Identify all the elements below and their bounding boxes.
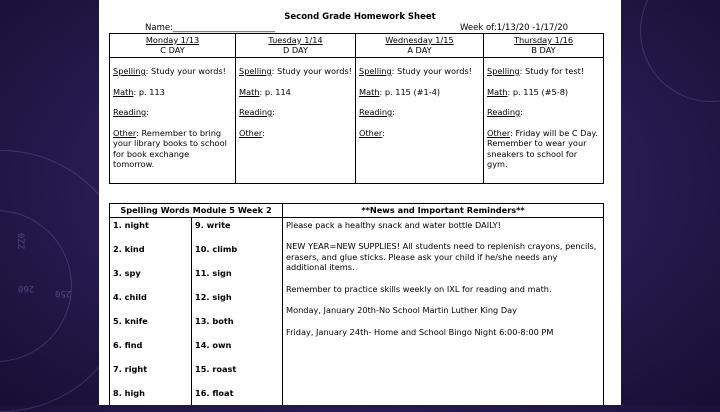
spelling-word: 9. write xyxy=(192,217,283,242)
spelling-word: 10. climb xyxy=(192,242,283,266)
news-item: Monday, January 20th-No School Martin Luther King Day xyxy=(286,305,517,315)
background-dial-number: 260 xyxy=(18,283,35,293)
homework-sheet xyxy=(99,0,621,405)
spelling-word: 13. both xyxy=(192,314,283,338)
daily-homework-table xyxy=(109,33,604,184)
monday-assignments: Spelling: Study your words! Math: p. 113 Reading: Other: Remember to bring your library books to school for book exchange tomorrow. xyxy=(110,58,236,184)
sheet-title: Second Grade Homework Sheet xyxy=(284,12,436,22)
news-item: Friday, January 24th- Home and School Bingo Night 6:00-8:00 PM xyxy=(286,326,554,337)
spelling-word: 11. sign xyxy=(192,266,283,290)
news-item: NEW YEAR=NEW SUPPLIES! All students need to replenish crayons, pencils, erasers, and glue sticks. Please ask your child if he/she needs any additional items. xyxy=(286,241,597,272)
day-header-wednesday: Wednesday 1/15 A DAY xyxy=(356,34,484,58)
background-ring-right xyxy=(640,0,720,102)
thursday-assignments: Spelling: Study for test! Math: p. 115 (#5-8) Reading: Other: Friday will be C Day. Remember to wear your sneakers to school for gym. xyxy=(484,58,604,184)
spelling-word: 8. high xyxy=(110,386,192,406)
spelling-word: 4. child xyxy=(110,290,192,314)
day-header-tuesday: Tuesday 1/14 D DAY xyxy=(236,34,356,58)
spelling-word: 2. kind xyxy=(110,242,192,266)
words-and-news-table xyxy=(109,203,604,405)
day-assignments-row xyxy=(110,58,604,184)
spelling-word: 16. float xyxy=(192,386,283,406)
student-name-field: Name:________________________ xyxy=(145,23,275,33)
background-dial-number: 250 xyxy=(55,288,72,298)
day-header-monday: Monday 1/13 C DAY xyxy=(110,34,236,58)
tuesday-assignments: Spelling: Study your words! Math: p. 114 Reading: Other: xyxy=(236,58,356,184)
news-list xyxy=(283,217,604,405)
day-header-thursday: Thursday 1/16 B DAY xyxy=(484,34,604,58)
spelling-word: 6. find xyxy=(110,338,192,362)
spelling-word: 5. knife xyxy=(110,314,192,338)
news-item: Remember to practice skills weekly on IXL for reading and math. xyxy=(286,283,552,294)
news-item: Please pack a healthy snack and water bottle DAILY! xyxy=(286,219,501,230)
week-of-label: Week of:1/13/20 -1/17/20 xyxy=(460,23,569,33)
table-row xyxy=(110,217,604,242)
spelling-word: 15. roast xyxy=(192,362,283,386)
spelling-word: 1. night xyxy=(110,217,192,242)
background-dial-number: 0ZZ xyxy=(15,232,26,250)
spelling-word: 3. spy xyxy=(110,266,192,290)
day-header-row xyxy=(110,34,604,58)
spelling-word: 12. sigh xyxy=(192,290,283,314)
spelling-word: 7. right xyxy=(110,362,192,386)
spelling-words-header: Spelling Words Module 5 Week 2 xyxy=(110,204,283,218)
wednesday-assignments: Spelling: Study your words! Math: p. 115 (#1-4) Reading: Other: xyxy=(356,58,484,184)
news-header: **News and Important Reminders** xyxy=(283,204,604,218)
words-news-header-row xyxy=(110,204,604,218)
spelling-word: 14. own xyxy=(192,338,283,362)
